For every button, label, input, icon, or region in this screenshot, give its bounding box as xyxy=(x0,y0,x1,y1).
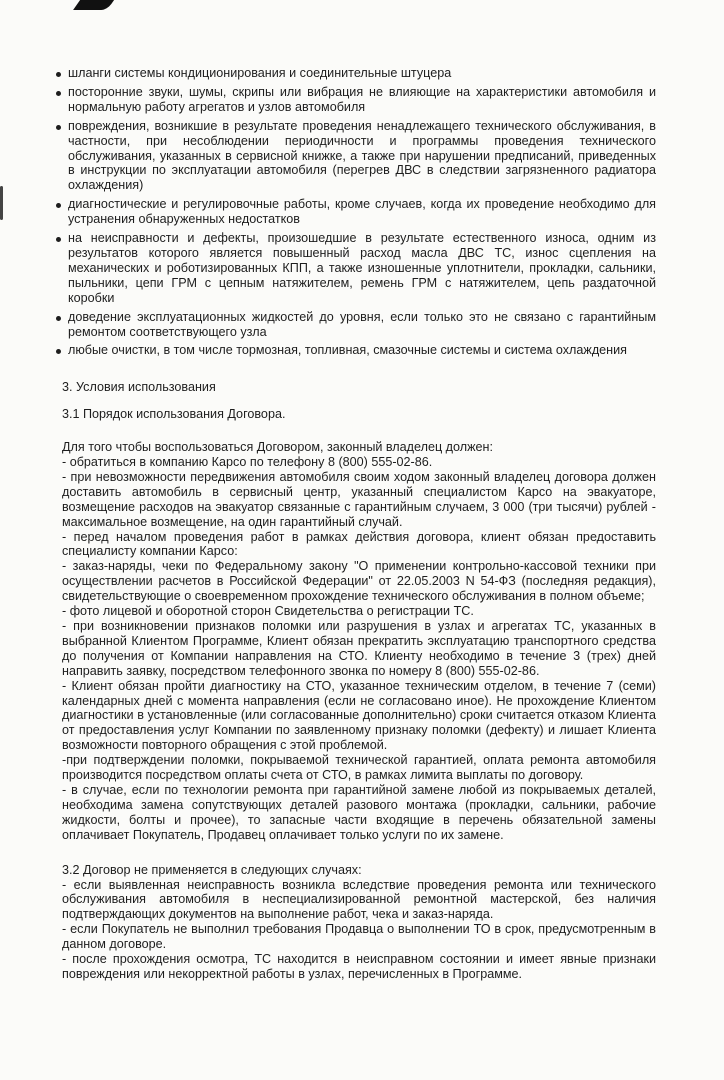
section-3-1-item: - перед началом проведения работ в рамках действия договора, клиент обязан предоставить специалисту компании Карсо: xyxy=(62,529,656,559)
section-3-1-item: - при возникновении признаков поломки или разрушения в узлах и агрегатах ТС, указанных в выбранной Клиентом Программе, Клиент обязан прекратить эксплуатацию транспортного средства до получения от Компании направления на СТО. Клиенту необходимо в течение 3 (трех) дней направить заявку, посредством телефонного звонка по номеру 8 (800) 555-02-86. xyxy=(62,619,656,678)
section-3-1-title: 3.1 Порядок использования Договора. xyxy=(62,407,286,422)
scan-artifact-edge xyxy=(0,186,3,220)
section-3-1-item: - обратиться в компанию Карсо по телефону 8 (800) 555-02-86. xyxy=(62,455,433,470)
section-3-2-item: - если выявленная неисправность возникла вследствие проведения ремонта или технического обслуживания автомобиля в неспециализированной ремонтной мастерской, без наличия подтверждающих документов на выполнение работ, чека и заказ-наряда. xyxy=(62,877,656,922)
bullet-item: посторонние звуки, шумы, скрипы или вибрация не влияющие на характеристики автомобиля и нормальную работу агрегатов и узлов автомобиля xyxy=(56,85,656,115)
bullet-item: шланги системы кондиционирования и соединительные штуцера xyxy=(56,66,656,81)
section-3-1-item: - в случае, если по технологии ремонта при гарантийной замене любой из покрываемых деталей, необходима замена сопутствующих деталей разового монтажа (прокладки, сальники, рабочие жидкости, болты и прочее), то запасные части входящие в перечень обязательной замены оплачивает Покупатель, Продавец оплачивает только услуги по их замене. xyxy=(62,782,656,842)
bullet-item: на неисправности и дефекты, произошедшие в результате естественного износа, одним из результатов которого является повышенный расход масла ДВС ТС, износ сцепления на механических и роботизированных КПП, а также изношенные уплотнители, прокладки, сальники, пыльники, цепи ГРМ с цепным натяжителем, ремень ГРМ с натяжителем, цепь раздаточной коробки xyxy=(56,231,656,306)
section-3-2-title: 3.2 Договор не применяется в следующих случаях: xyxy=(62,862,362,877)
section-3-1-item: - фото лицевой и оборотной сторон Свидетельства о регистрации ТС. xyxy=(62,604,474,619)
bullet-dot xyxy=(56,125,61,130)
bullet-item: любые очистки, в том числе тормозная, топливная, смазочные системы и система охлаждения xyxy=(56,343,656,358)
section-3-2-item: - после прохождения осмотра, ТС находится в неисправном состоянии и имеет явные признаки повреждения или некорректной работы в узлах, перечисленных в Программе. xyxy=(62,952,656,981)
bullet-dot xyxy=(56,72,61,77)
section-3-2-item: - если Покупатель не выполнил требования Продавца о выполнении ТО в срок, предусмотренным в данном договоре. xyxy=(62,922,656,952)
document-body xyxy=(56,66,656,982)
bullet-item: доведение эксплуатационных жидкостей до уровня, если только это не связано с гарантийным ремонтом соответствующего узла xyxy=(56,310,656,340)
bullet-item: повреждения, возникшие в результате проведения ненадлежащего технического обслуживания, в частности, при несоблюдении периодичности и программы проведения технического обслуживания, указанных в сервисной книжке, а также при нарушении предписаний, приведенных в инструкции по эксплуатации автомобиля (перегрев ДВС в следствии загрязненного радиатора охлаждения) xyxy=(56,119,656,194)
bullet-dot xyxy=(56,91,61,96)
bullet-dot xyxy=(56,237,61,242)
section-3-title: 3. Условия использования xyxy=(62,380,216,395)
bullet-dot xyxy=(56,316,61,321)
bullet-dot xyxy=(56,349,61,354)
section-3-1-item: - Клиент обязан пройти диагностику на СТО, указанное техническим отделом, в течение 7 (семи) календарных дней с момента направления (если не согласовано иное). Не прохождение Клиентом диагностики в установленные (или согласованные дополнительно) сроки считается отказом Клиента от предоставления услуг Компании по заявленному признаку поломки (дефекту) и лишает Клиента возможности повторного обращения с этой проблемой. xyxy=(62,678,656,753)
section-3-1-item: - при невозможности передвижения автомобиля своим ходом законный владелец договора должен доставить автомобиль в сервисный центр, указанный специалистом Карсо на эвакуаторе, возмещение расходов на эвакуатор связанные с гарантийным случаем, 3 000 (три тысячи) рублей - максимальное возмещение, на один гарантийный случай. xyxy=(62,469,656,529)
section-3-1-item: -при подтверждении поломки, покрываемой технической гарантией, оплата ремонта автомобиля производится посредством оплаты счета от СТО, в рамках лимита выплаты по договору. xyxy=(62,753,656,783)
exclusions-bullet-list xyxy=(56,66,656,358)
bullet-item: диагностические и регулировочные работы, кроме случаев, когда их проведение необходимо для устранения обнаруженных недостатков xyxy=(56,197,656,227)
scan-artifact-corner xyxy=(73,0,117,10)
section-3-1-item: - заказ-наряды, чеки по Федеральному закону "О применении контрольно-кассовой техники при осуществлении расчетов в Российской Федерации" от 22.05.2003 N 54-ФЗ (последняя редакция), свидетельствующие о своевременном прохождение технического обслуживания в полном объеме; xyxy=(62,559,656,604)
section-3-1-intro: Для того чтобы воспользоваться Договором, законный владелец должен: xyxy=(62,440,493,455)
bullet-dot xyxy=(56,203,61,208)
